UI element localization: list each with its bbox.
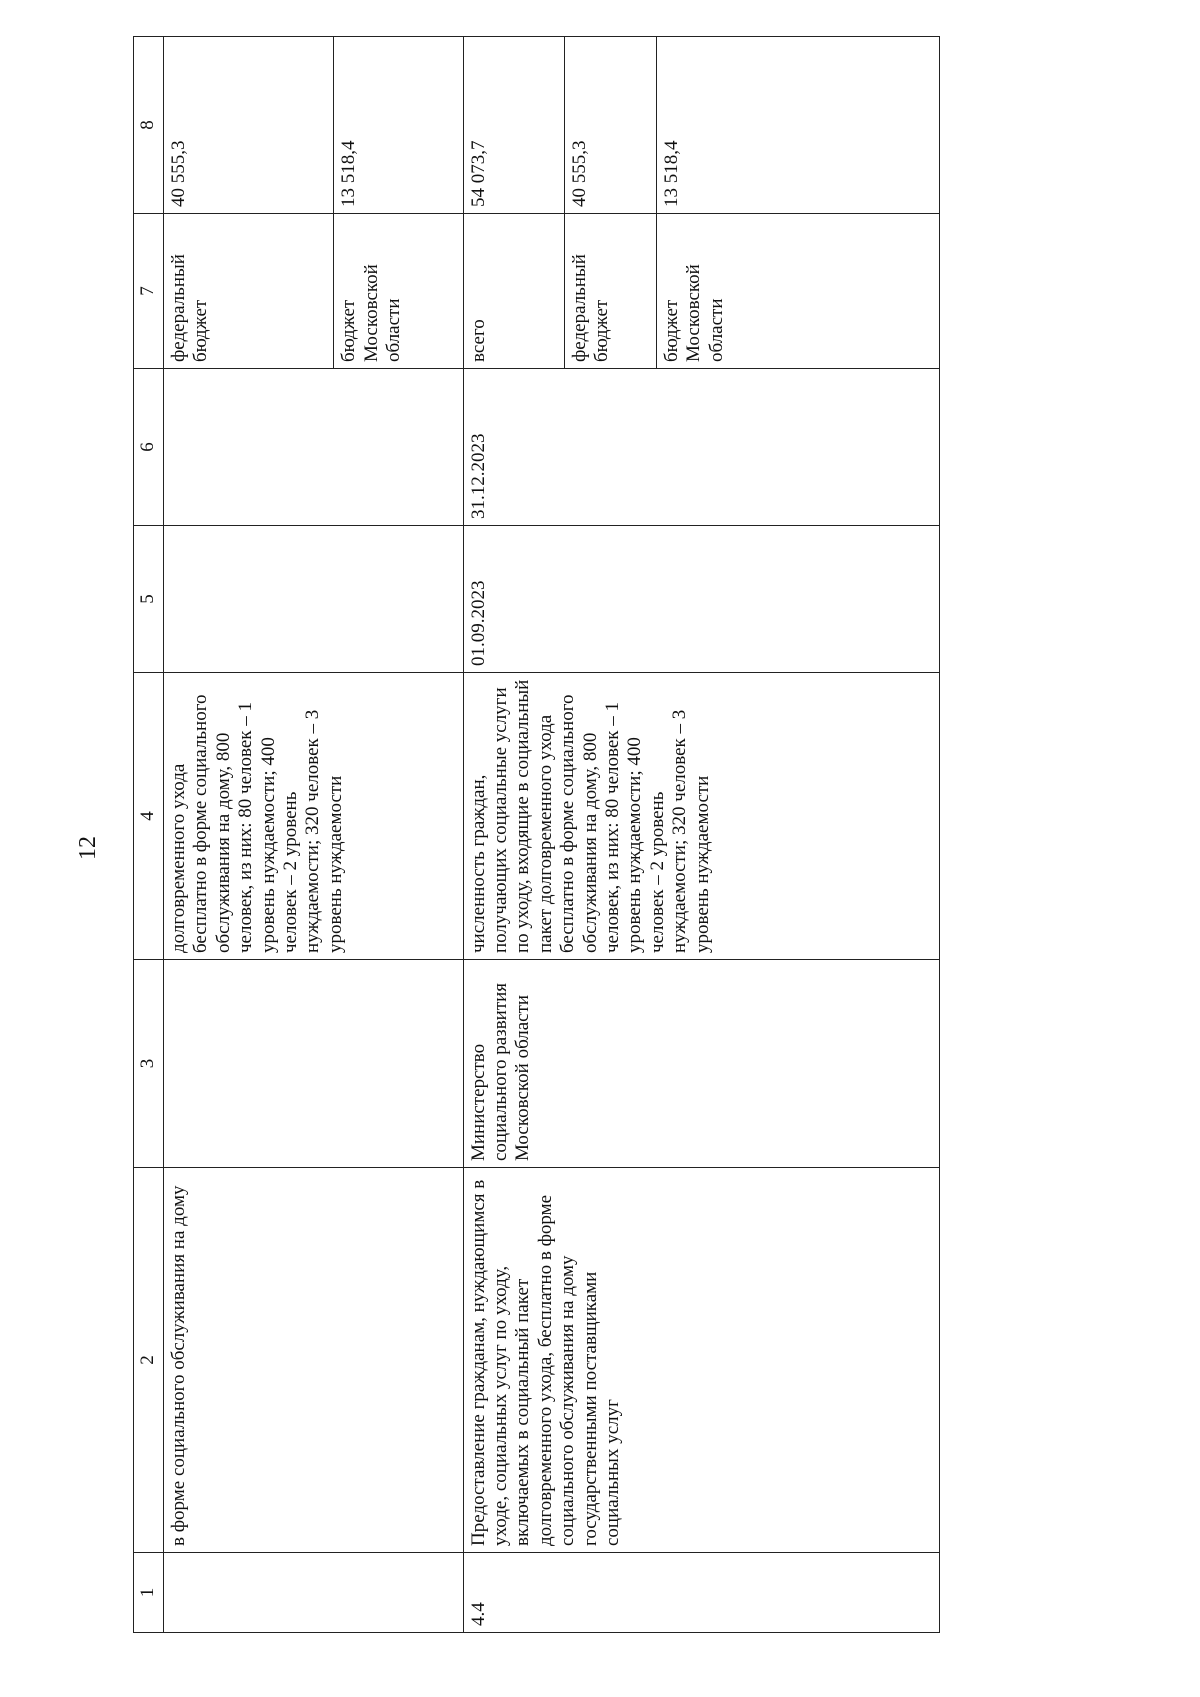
cell-responsible: Министерство социального развития Московской области (463, 960, 939, 1168)
column-header-6: 6 (134, 369, 164, 526)
column-header-1: 1 (134, 1553, 164, 1633)
cell-funding-source: федеральный бюджет (164, 214, 334, 369)
column-number-row (134, 37, 164, 1633)
cell-activity-name: в форме социального обслуживания на дому (164, 1168, 464, 1553)
cell-result: долговременного ухода бесплатно в форме социального обслуживания на дому, 800 человек, из них: 80 человек – 1 уровень нуждаемости; 400 человек – 2 уровень нуждаемости; 320 человек – 3 уровень нуждаемости (164, 673, 464, 960)
cell-responsible (164, 960, 464, 1168)
program-activities-table (133, 36, 940, 1633)
cell-start-date: 01.09.2023 (463, 526, 939, 673)
cell-funding-source: федеральный бюджет (564, 214, 656, 369)
column-header-5: 5 (134, 526, 164, 673)
cell-start-date (164, 526, 464, 673)
column-header-7: 7 (134, 214, 164, 369)
cell-activity-name: Предоставление гражданам, нуждающимся в уходе, социальных услуг по уходу, включаемых в социальный пакет долговременного ухода, бесплатно в форме социального обслуживания на дому государственными поставщиками социальных услуг (463, 1168, 939, 1553)
cell-number: 4.4 (463, 1553, 939, 1633)
page-number: 12 (75, 836, 101, 860)
cell-funding-amount: 40 555,3 (164, 37, 334, 214)
column-header-2: 2 (134, 1168, 164, 1553)
column-header-8: 8 (134, 37, 164, 214)
column-header-3: 3 (134, 960, 164, 1168)
cell-funding-amount: 13 518,4 (656, 37, 939, 214)
column-header-4: 4 (134, 673, 164, 960)
cell-end-date: 31.12.2023 (463, 369, 939, 526)
cell-funding-source: бюджет Московской области (334, 214, 464, 369)
cell-funding-amount: 54 073,7 (463, 37, 564, 214)
rotated-table-container (133, 37, 940, 1633)
table-row (164, 37, 334, 1633)
cell-funding-amount: 40 555,3 (564, 37, 656, 214)
cell-result: численность граждан, получающих социальные услуги по уходу, входящие в социальный пакет долговременного ухода бесплатно в форме социального обслуживания на дому, 800 человек, из них: 80 человек – 1 уровень нуждаемости; 400 человек – 2 уровень нуждаемости; 320 человек – 3 уровень нуждаемости (463, 673, 939, 960)
table-row (463, 37, 564, 1633)
cell-funding-source: бюджет Московской области (656, 214, 939, 369)
cell-funding-amount: 13 518,4 (334, 37, 464, 214)
cell-funding-source: всего (463, 214, 564, 369)
cell-end-date (164, 369, 464, 526)
cell-number (164, 1553, 464, 1633)
